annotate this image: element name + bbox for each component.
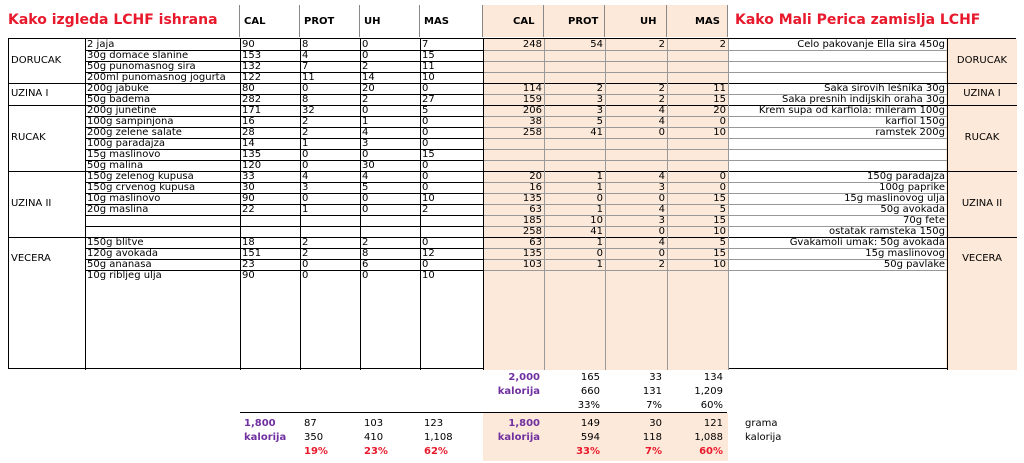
right-mas-cell: 11 (713, 83, 726, 94)
upper-mas-g: 134 (703, 372, 723, 383)
right-food-desc: ramstek 200g (875, 127, 945, 138)
lower-uh-kcal: 118 (642, 432, 662, 443)
right-food-desc: Celo pakovanje Ella sira 450g (797, 39, 945, 50)
right-food-desc: 150g paradajza (867, 171, 945, 182)
cal-cell: 28 (242, 127, 255, 138)
right-prot-cell: 41 (590, 226, 603, 237)
cal-cell: 22 (242, 204, 255, 215)
cal-cell (240, 226, 300, 237)
left-mas-g: 123 (424, 418, 444, 429)
food-item: 2 jaja (87, 39, 115, 50)
meal-label-left: DORUCAK (11, 55, 62, 66)
left-uh-pct: 23% (364, 446, 388, 457)
right-prot-cell: 54 (590, 39, 603, 50)
right-cal-cell: 63 (529, 237, 542, 248)
uh-cell: 0 (362, 149, 369, 160)
left-title: Kako izgleda LCHF ishrana (8, 12, 218, 28)
right-header-cal: CAL (513, 16, 535, 27)
right-uh-cell (605, 138, 667, 149)
right-mas-cell: 10 (713, 127, 726, 138)
cal-cell: 151 (242, 248, 262, 259)
right-uh-cell (605, 270, 667, 281)
right-food-desc (728, 149, 947, 160)
right-mas-cell (667, 61, 728, 72)
food-item: 150g blitve (87, 237, 144, 248)
right-uh-cell: 0 (658, 127, 665, 138)
left-header-uh: UH (364, 16, 381, 27)
cal-cell (240, 215, 300, 226)
right-prot-cell: 3 (596, 105, 603, 116)
prot-cell: 1 (302, 204, 309, 215)
right-food-desc: 15g maslinovog (865, 248, 945, 259)
right-prot-cell: 0 (596, 193, 603, 204)
right-mas-cell: 15 (713, 193, 726, 204)
right-header-mas: MAS (695, 16, 720, 27)
right-prot-cell (544, 270, 605, 281)
food-item: 30g domace slanine (87, 50, 189, 61)
main-table (8, 38, 1016, 369)
cal-cell: 80 (242, 83, 255, 94)
uh-cell: 30 (362, 160, 375, 171)
prot-cell (300, 215, 360, 226)
right-prot-cell: 1 (596, 182, 603, 193)
right-mas-cell: 15 (713, 248, 726, 259)
upper-prot-g: 165 (580, 372, 600, 383)
upper-kalorija-label: kalorija (497, 386, 540, 397)
right-title: Kako Mali Perica zamislja LCHF (735, 12, 981, 28)
food-item: 20g maslina (87, 204, 149, 215)
left-mas-kcal: 1,108 (424, 432, 453, 443)
mas-cell: 0 (422, 237, 429, 248)
prot-cell: 0 (302, 270, 309, 281)
right-food-desc (728, 138, 947, 149)
right-uh-cell (605, 160, 667, 171)
mas-cell: 0 (422, 259, 429, 270)
right-mas-cell: 0 (719, 182, 726, 193)
left-header-mas: MAS (424, 16, 449, 27)
uh-cell: 4 (362, 171, 369, 182)
uh-cell: 3 (362, 138, 369, 149)
right-cal-cell: 16 (529, 182, 542, 193)
right-cal-cell: 159 (522, 94, 542, 105)
right-cal-cell: 248 (522, 39, 542, 50)
right-cal-cell: 258 (522, 127, 542, 138)
right-cal-cell: 135 (522, 193, 542, 204)
right-prot-cell (544, 50, 605, 61)
lower-kalorija-label: kalorija (497, 432, 540, 443)
mas-cell: 27 (422, 94, 435, 105)
right-mas-cell: 15 (713, 94, 726, 105)
right-prot-cell: 0 (596, 248, 603, 259)
left-header-cal: CAL (244, 16, 266, 27)
upper-prot-pct: 33% (577, 400, 600, 411)
right-mas-cell: 5 (719, 237, 726, 248)
cal-cell: 14 (242, 138, 255, 149)
right-cal-cell (483, 50, 544, 61)
right-prot-cell: 1 (596, 237, 603, 248)
food-item: 50g ananasa (87, 259, 152, 270)
meal-label-left: RUCAK (11, 132, 46, 143)
cal-cell: 282 (242, 94, 262, 105)
right-cal-cell: 114 (522, 83, 542, 94)
prot-cell: 4 (302, 50, 309, 61)
food-item: 200g jabuke (87, 83, 149, 94)
right-uh-cell (605, 149, 667, 160)
right-food-desc: Krem supa od karfiola: mileram 100g (758, 105, 945, 116)
unit-label-grama: grama (745, 418, 778, 429)
left-header-prot: PROT (304, 16, 335, 27)
right-food-desc (728, 72, 947, 83)
right-cal-cell: 103 (522, 259, 542, 270)
left-prot-kcal: 350 (304, 432, 324, 443)
right-uh-cell (605, 50, 667, 61)
right-food-desc: Šaka sirovih lešnika 30g (824, 83, 945, 94)
right-uh-cell: 4 (658, 171, 665, 182)
prot-cell: 2 (302, 237, 309, 248)
right-food-desc (728, 160, 947, 171)
right-food-desc: 15g maslinovog ulja (844, 193, 945, 204)
prot-cell: 1 (302, 138, 309, 149)
uh-cell: 2 (362, 237, 369, 248)
right-prot-cell: 1 (596, 259, 603, 270)
uh-cell: 0 (362, 270, 369, 281)
lower-cal-total: 1,800 (508, 418, 540, 429)
right-prot-cell: 41 (590, 127, 603, 138)
left-kalorija-label: kalorija (244, 432, 287, 443)
right-mas-cell: 15 (713, 215, 726, 226)
right-uh-cell: 3 (658, 215, 665, 226)
mas-cell: 10 (422, 193, 435, 204)
food-item: 150g crvenog kupusa (87, 182, 196, 193)
food-item (85, 215, 240, 226)
right-food-desc (728, 270, 947, 281)
cal-cell: 122 (242, 72, 262, 83)
lower-prot-pct: 33% (576, 446, 600, 457)
food-item: 200g junetine (87, 105, 157, 116)
left-uh-kcal: 410 (364, 432, 384, 443)
right-food-desc: Gvakamoli umak: 50g avokada (789, 237, 945, 248)
right-prot-cell: 1 (596, 204, 603, 215)
meal-label-right: VECERA (962, 253, 1002, 264)
prot-cell: 8 (302, 39, 309, 50)
right-mas-cell (667, 138, 728, 149)
right-cal-cell: 63 (529, 204, 542, 215)
right-mas-cell: 10 (713, 259, 726, 270)
mas-cell: 0 (422, 182, 429, 193)
uh-cell: 0 (362, 204, 369, 215)
meal-label-right: RUCAK (964, 132, 1000, 143)
lower-uh-g: 30 (649, 418, 662, 429)
food-item: 100g sampinjona (87, 116, 174, 127)
prot-cell: 4 (302, 171, 309, 182)
cal-cell: 171 (242, 105, 262, 116)
lower-prot-g: 149 (580, 418, 600, 429)
uh-cell: 14 (362, 72, 375, 83)
food-item: 200g zelene salate (87, 127, 182, 138)
lower-prot-kcal: 594 (580, 432, 600, 443)
uh-cell (360, 215, 420, 226)
upper-mas-pct: 60% (700, 400, 723, 411)
meal-label-left: UZINA I (11, 88, 49, 99)
mas-cell: 7 (422, 39, 429, 50)
prot-cell: 32 (302, 105, 315, 116)
mas-cell: 0 (422, 138, 429, 149)
right-uh-cell (605, 61, 667, 72)
mas-cell: 15 (422, 149, 435, 160)
cal-cell: 153 (242, 50, 262, 61)
prot-cell: 2 (302, 127, 309, 138)
uh-cell: 2 (362, 94, 369, 105)
upper-mas-kcal: 1,209 (694, 386, 723, 397)
prot-cell: 7 (302, 61, 309, 72)
mas-cell: 0 (422, 160, 429, 171)
prot-cell: 2 (302, 248, 309, 259)
right-food-desc: 100g paprike (879, 182, 945, 193)
prot-cell: 0 (302, 160, 309, 171)
prot-cell (300, 226, 360, 237)
cal-cell: 30 (242, 182, 255, 193)
cal-cell: 90 (242, 193, 255, 204)
right-food-desc: Šaka presnih indijskih oraha 30g (781, 94, 945, 105)
cal-cell: 23 (242, 259, 255, 270)
cal-cell: 90 (242, 270, 255, 281)
mas-cell: 15 (422, 50, 435, 61)
cal-cell: 33 (242, 171, 255, 182)
right-prot-cell: 5 (596, 116, 603, 127)
right-cal-cell: 185 (522, 215, 542, 226)
right-mas-cell: 20 (713, 105, 726, 116)
right-cal-cell (483, 270, 544, 281)
food-item: 100g paradajza (87, 138, 165, 149)
right-food-desc: ostatak ramsteka 150g (828, 226, 945, 237)
right-uh-cell: 0 (658, 248, 665, 259)
right-prot-cell (544, 61, 605, 72)
meal-label-right: UZINA I (963, 88, 1001, 99)
right-cal-cell: 20 (529, 171, 542, 182)
uh-cell: 5 (362, 182, 369, 193)
right-mas-cell: 10 (713, 226, 726, 237)
food-item: 10g ribljeg ulja (87, 270, 162, 281)
right-prot-cell (544, 138, 605, 149)
right-mas-cell: 0 (719, 171, 726, 182)
mas-cell: 0 (422, 116, 429, 127)
right-uh-cell: 0 (658, 193, 665, 204)
mas-cell: 10 (422, 270, 435, 281)
right-uh-cell: 2 (658, 259, 665, 270)
food-item: 120g avokada (87, 248, 158, 259)
right-prot-cell (544, 160, 605, 171)
upper-uh-kcal: 131 (642, 386, 662, 397)
unit-label-kalorija: kalorija (745, 432, 782, 443)
right-food-desc (728, 50, 947, 61)
uh-cell: 0 (362, 39, 369, 50)
right-uh-cell: 4 (658, 237, 665, 248)
food-item: 10g maslinovo (87, 193, 161, 204)
upper-prot-kcal: 660 (580, 386, 600, 397)
right-food-desc: 70g fete (903, 215, 945, 226)
right-mas-cell: 2 (719, 39, 726, 50)
lower-mas-kcal: 1,088 (694, 432, 723, 443)
right-mas-cell: 5 (719, 204, 726, 215)
right-cal-cell: 258 (522, 226, 542, 237)
lower-mas-pct: 60% (699, 446, 723, 457)
right-uh-cell: 2 (658, 39, 665, 50)
left-prot-g: 87 (304, 418, 317, 429)
right-uh-cell: 0 (658, 226, 665, 237)
food-item: 15g maslinovo (87, 149, 161, 160)
cal-cell: 90 (242, 39, 255, 50)
uh-cell (360, 226, 420, 237)
upper-cal-total: 2,000 (508, 372, 540, 383)
right-uh-cell: 4 (658, 105, 665, 116)
right-uh-cell: 4 (658, 204, 665, 215)
left-cal-total: 1,800 (244, 418, 276, 429)
right-uh-cell: 3 (658, 182, 665, 193)
uh-cell: 0 (362, 105, 369, 116)
prot-cell: 0 (302, 83, 309, 94)
right-prot-cell: 3 (596, 94, 603, 105)
right-prot-cell (544, 72, 605, 83)
prot-cell: 0 (302, 259, 309, 270)
left-uh-g: 103 (364, 418, 384, 429)
mas-cell: 10 (422, 72, 435, 83)
uh-cell: 0 (362, 193, 369, 204)
cal-cell: 132 (242, 61, 262, 72)
right-cal-cell: 206 (522, 105, 542, 116)
right-mas-cell (667, 72, 728, 83)
left-prot-pct: 19% (304, 446, 328, 457)
mas-cell: 2 (422, 204, 429, 215)
uh-cell: 6 (362, 259, 369, 270)
cal-cell: 135 (242, 149, 262, 160)
right-mas-cell (667, 270, 728, 281)
right-prot-cell (544, 149, 605, 160)
meal-label-right: UZINA II (961, 198, 1003, 209)
right-mas-cell (667, 50, 728, 61)
prot-cell: 3 (302, 182, 309, 193)
meal-label-left: VECERA (11, 253, 51, 264)
cal-cell: 16 (242, 116, 255, 127)
right-uh-cell (605, 72, 667, 83)
right-food-desc: 50g avokada (880, 204, 945, 215)
mas-cell: 0 (422, 171, 429, 182)
lower-mas-g: 121 (703, 418, 723, 429)
right-cal-cell: 135 (522, 248, 542, 259)
right-prot-cell: 1 (596, 171, 603, 182)
right-cal-cell (483, 138, 544, 149)
right-prot-cell: 2 (596, 83, 603, 94)
right-header-prot: PROT (568, 16, 599, 27)
lower-uh-pct: 7% (645, 446, 662, 457)
right-uh-cell: 4 (658, 116, 665, 127)
food-item: 50g punomasnog sira (87, 61, 196, 72)
food-item: 50g malina (87, 160, 144, 171)
right-food-desc (728, 61, 947, 72)
right-food-desc: karfiol 150g (885, 116, 945, 127)
right-cal-cell (483, 61, 544, 72)
mas-cell: 5 (422, 105, 429, 116)
left-mas-pct: 62% (424, 446, 448, 457)
food-item: 150g zelenog kupusa (87, 171, 194, 182)
meal-label-left: UZINA II (11, 198, 52, 209)
right-mas-cell (667, 149, 728, 160)
mas-cell: 12 (422, 248, 435, 259)
right-cal-cell (483, 72, 544, 83)
food-item: 50g badema (87, 94, 151, 105)
right-uh-cell: 2 (658, 83, 665, 94)
prot-cell: 2 (302, 116, 309, 127)
prot-cell: 0 (302, 193, 309, 204)
food-item: 200ml punomasnog jogurta (87, 72, 226, 83)
right-cal-cell (483, 160, 544, 171)
right-cal-cell: 38 (529, 116, 542, 127)
uh-cell: 4 (362, 127, 369, 138)
cal-cell: 120 (242, 160, 262, 171)
mas-cell: 11 (422, 61, 435, 72)
mas-cell (420, 215, 483, 226)
right-prot-cell: 10 (590, 215, 603, 226)
right-mas-cell: 0 (719, 116, 726, 127)
uh-cell: 20 (362, 83, 375, 94)
uh-cell: 1 (362, 116, 369, 127)
mas-cell (420, 226, 483, 237)
right-uh-cell: 2 (658, 94, 665, 105)
right-mas-cell (667, 160, 728, 171)
food-item (85, 226, 240, 237)
meal-label-right: DORUCAK (956, 55, 1008, 66)
prot-cell: 0 (302, 149, 309, 160)
upper-uh-g: 33 (649, 372, 662, 383)
mas-cell: 0 (422, 83, 429, 94)
right-cal-cell (483, 149, 544, 160)
upper-uh-pct: 7% (646, 400, 662, 411)
uh-cell: 8 (362, 248, 369, 259)
uh-cell: 2 (362, 61, 369, 72)
mas-cell: 0 (422, 127, 429, 138)
prot-cell: 8 (302, 94, 309, 105)
uh-cell: 0 (362, 50, 369, 61)
right-header-uh: UH (640, 16, 657, 27)
cal-cell: 18 (242, 237, 255, 248)
prot-cell: 11 (302, 72, 315, 83)
right-food-desc: 50g pavlake (883, 259, 945, 270)
